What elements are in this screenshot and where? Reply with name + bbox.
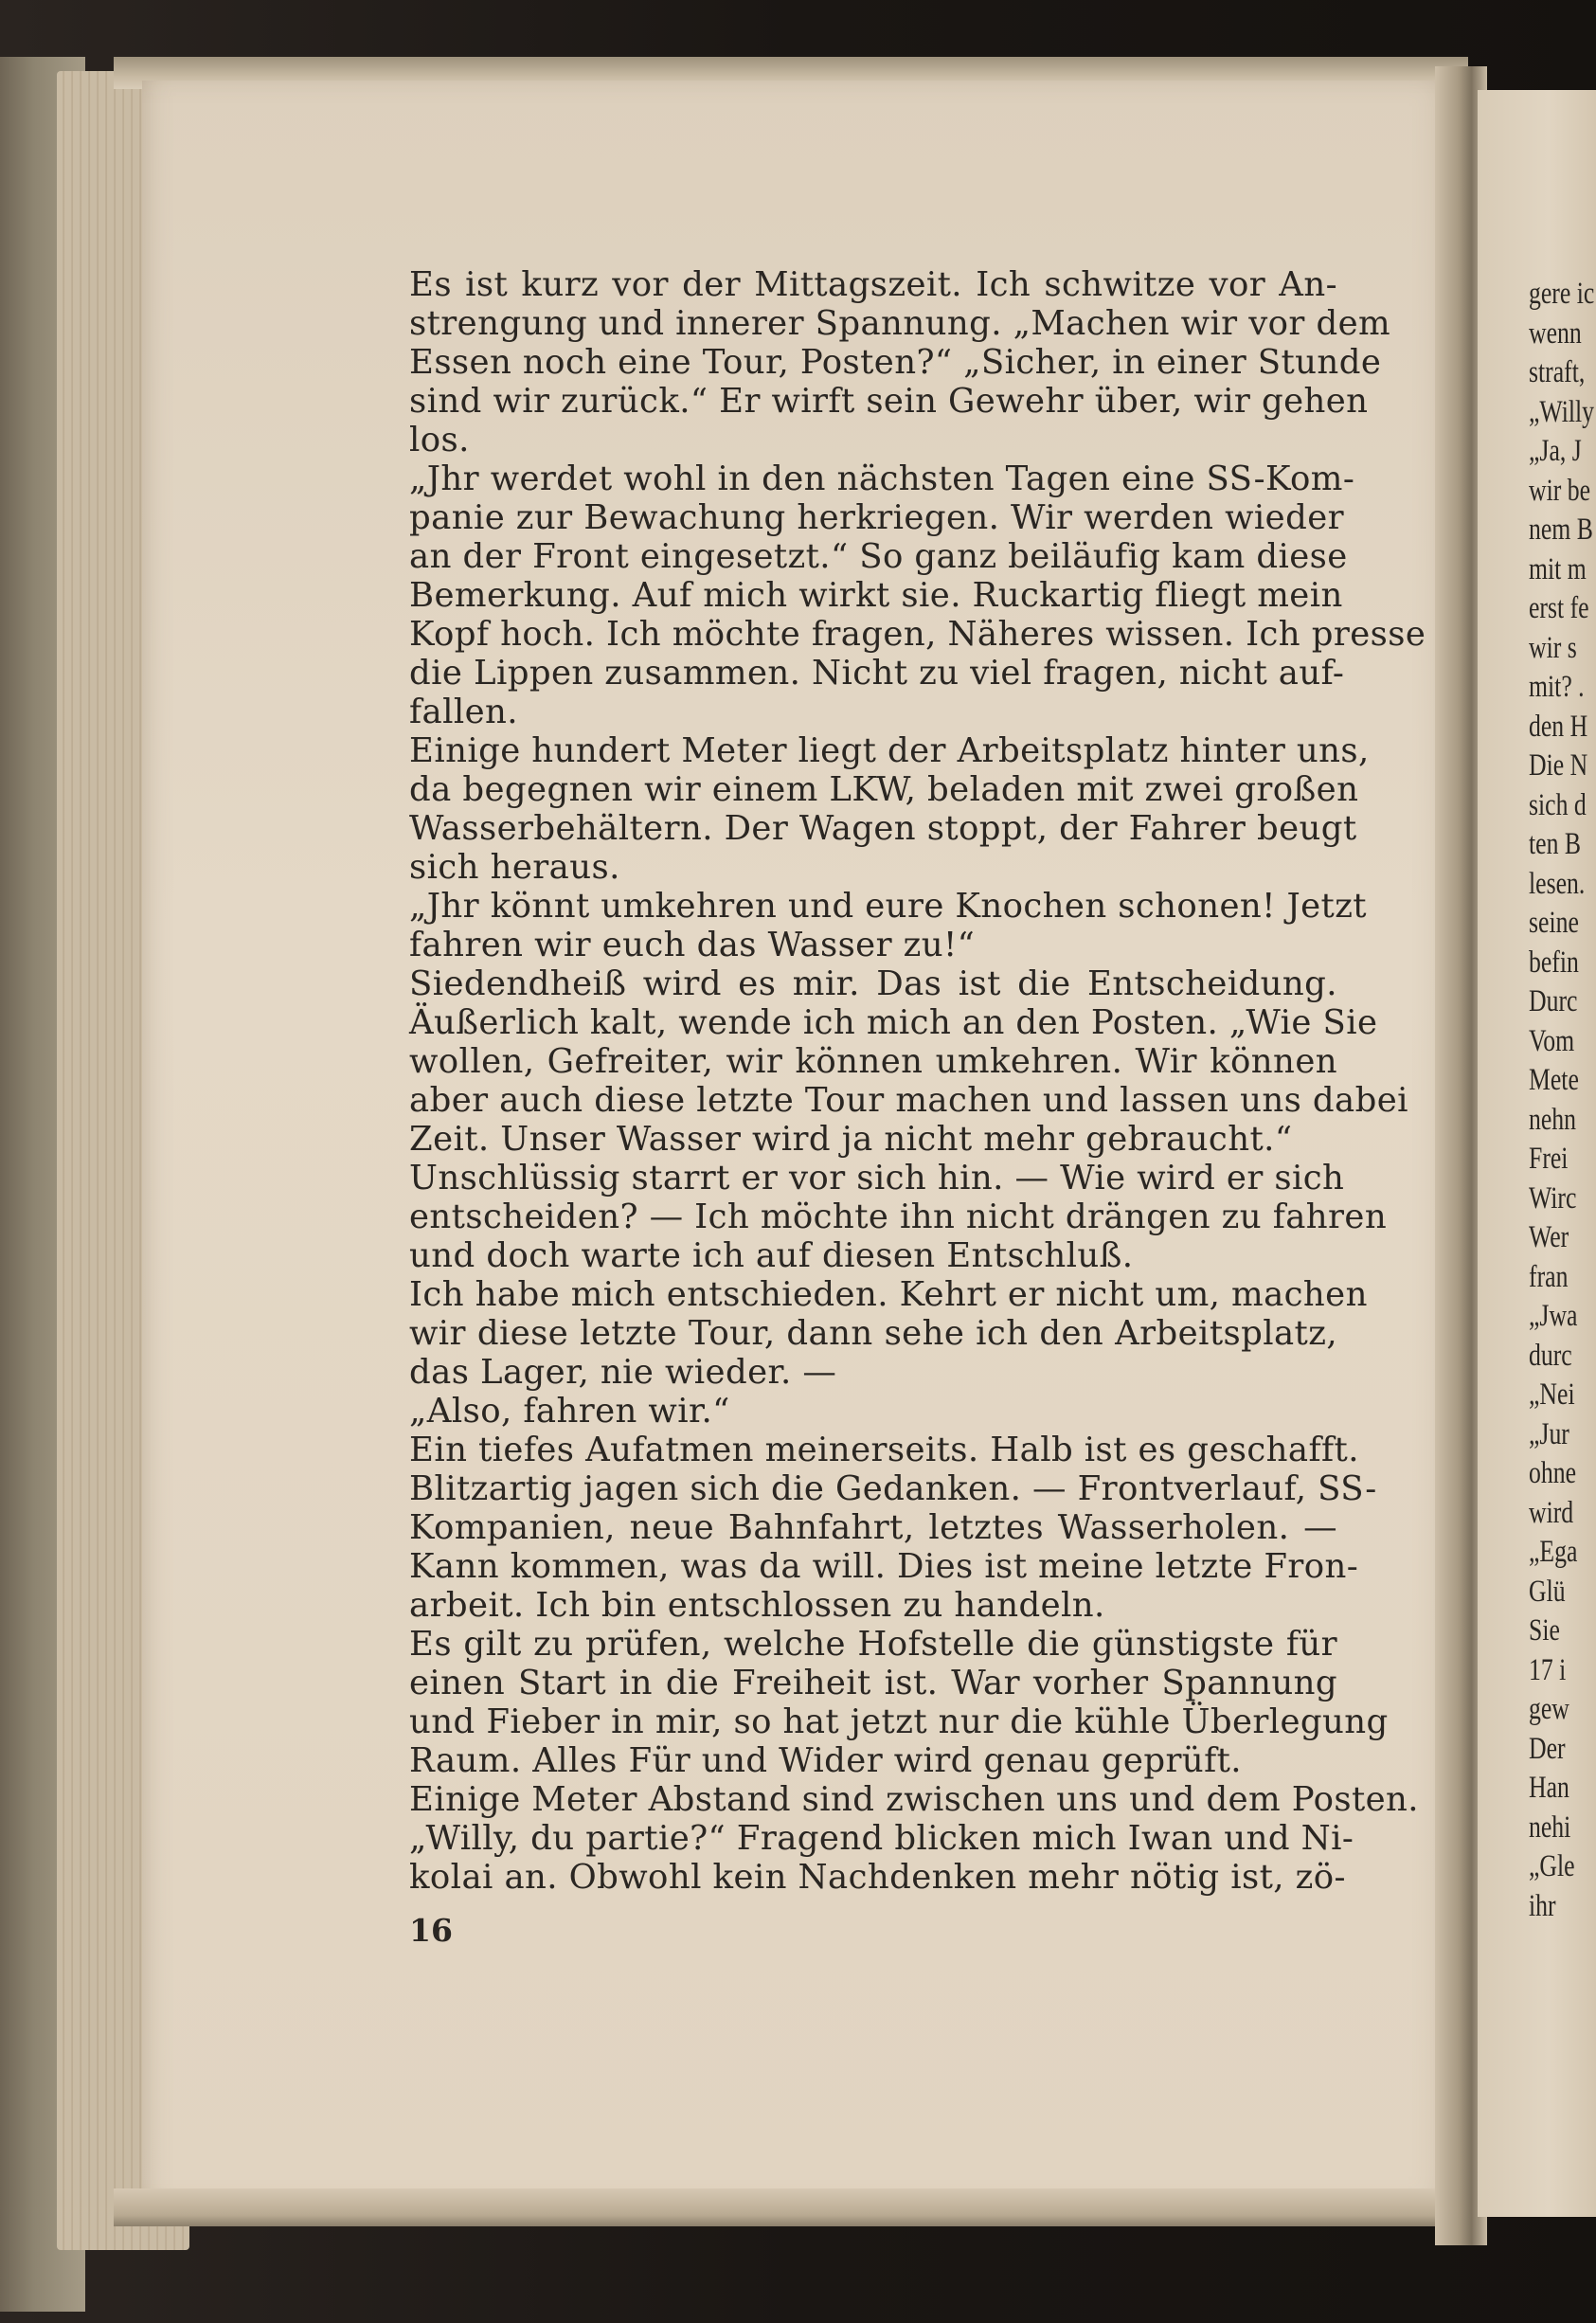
right-page-line-fragment: ten B — [1529, 827, 1582, 861]
right-page-line-fragment: nehn — [1529, 1102, 1577, 1137]
right-page-line-fragment: sich d — [1529, 787, 1587, 822]
right-page-text-fragments — [1529, 275, 1596, 1926]
text-line: an der Front eingesetzt.“ So ganz beiläufig kam diese — [409, 537, 1348, 576]
page-number: 16 — [409, 1912, 453, 1949]
right-page-line-fragment: lesen. — [1529, 866, 1586, 901]
text-line: los. — [409, 421, 470, 459]
right-page-line-fragment: „Jur — [1529, 1416, 1569, 1451]
text-line: Wasserbehältern. Der Wagen stoppt, der Fahrer beugt — [409, 809, 1357, 848]
right-page-line-fragment: Sie — [1529, 1613, 1560, 1648]
text-line: und Fieber in mir, so hat jetzt nur die kühle Überlegung — [409, 1702, 1389, 1741]
text-line: Ich habe mich entschieden. Kehrt er nicht um, machen — [409, 1275, 1368, 1314]
right-page-line-fragment: fran — [1529, 1259, 1569, 1294]
text-line: „Jhr werdet wohl in den nächsten Tagen eine SS-Kom- — [409, 459, 1355, 498]
text-line: „Willy, du partie?“ Fragend blicken mich Iwan und Ni- — [409, 1819, 1354, 1858]
right-page-line-fragment: Der — [1529, 1731, 1566, 1766]
right-page-line-fragment: gew — [1529, 1692, 1569, 1726]
right-page-line-fragment: wenn — [1529, 315, 1582, 351]
text-line: Äußerlich kalt, wende ich mich an den Posten. „Wie Sie — [409, 1003, 1378, 1042]
right-page-line-fragment: ihr — [1529, 1888, 1556, 1923]
text-line: wollen, Gefreiter, wir können umkehren. Wir können — [409, 1042, 1337, 1081]
bottom-page-edge — [114, 2188, 1468, 2226]
right-page-line-fragment: mit m — [1529, 551, 1587, 586]
right-page-line-fragment: Die N — [1529, 748, 1588, 783]
text-line: einen Start in die Freiheit ist. War vorher Spannung — [409, 1664, 1337, 1702]
text-line: sich heraus. — [409, 848, 620, 887]
text-line: arbeit. Ich bin entschlossen zu handeln. — [409, 1586, 1105, 1625]
text-line: Ein tiefes Aufatmen meinerseits. Halb ist es geschafft. — [409, 1431, 1359, 1469]
text-line: fahren wir euch das Wasser zu!“ — [409, 926, 976, 964]
right-page-line-fragment: wird — [1529, 1495, 1574, 1530]
text-line: die Lippen zusammen. Nicht zu viel fragen, nicht auf- — [409, 654, 1345, 693]
text-line: sind wir zurück.“ Er wirft sein Gewehr über, wir gehen — [409, 382, 1369, 421]
right-page-line-fragment: nem B — [1529, 513, 1593, 547]
right-page-line-fragment: mit? . — [1529, 670, 1585, 704]
text-line: Raum. Alles Für und Wider wird genau geprüft. — [409, 1741, 1242, 1780]
right-page-line-fragment: „Ega — [1529, 1535, 1578, 1569]
right-page-line-fragment: gere ic — [1529, 277, 1595, 311]
text-line: entscheiden? — Ich möchte ihn nicht drängen zu fahren — [409, 1198, 1388, 1236]
text-line: und doch warte ich auf diesen Entschluß. — [409, 1236, 1134, 1275]
right-page-line-fragment: „Nei — [1529, 1378, 1575, 1412]
right-page-line-fragment: den H — [1529, 709, 1588, 744]
right-page-line-fragment: Han — [1529, 1771, 1569, 1805]
text-line: wir diese letzte Tour, dann sehe ich den Arbeitsplatz, — [409, 1314, 1337, 1353]
text-line: fallen. — [409, 693, 518, 731]
right-page-line-fragment: „Gle — [1529, 1849, 1575, 1883]
text-line: Siedendheiß wird es mir. Das ist die Entscheidung. — [409, 964, 1337, 1003]
text-line: Es gilt zu prüfen, welche Hofstelle die günstigste für — [409, 1625, 1337, 1664]
right-page-line-fragment: erst fe — [1529, 591, 1589, 625]
right-page-line-fragment: ohne — [1529, 1456, 1577, 1490]
right-page-line-fragment: Wirc — [1529, 1180, 1577, 1216]
right-page-line-fragment: Durc — [1529, 984, 1578, 1018]
right-page-line-fragment: „Jwa — [1529, 1299, 1578, 1333]
text-line: Kompanien, neue Bahnfahrt, letztes Wasserholen. — — [409, 1508, 1337, 1547]
text-line: strengung und innerer Spannung. „Machen wir vor dem — [409, 304, 1391, 343]
right-page-line-fragment: Vom — [1529, 1023, 1575, 1058]
text-line: „Also, fahren wir.“ — [409, 1392, 730, 1431]
right-page-line-fragment: wir be — [1529, 473, 1591, 508]
right-page-line-fragment: nehi — [1529, 1810, 1571, 1845]
right-page-line-fragment: 17 i — [1529, 1652, 1567, 1687]
text-line: Kann kommen, was da will. Dies ist meine letzte Fron- — [409, 1547, 1359, 1586]
text-line: Essen noch eine Tour, Posten?“ „Sicher, in einer Stunde — [409, 343, 1382, 382]
right-page-line-fragment: Frei — [1529, 1142, 1569, 1176]
text-line: „Jhr könnt umkehren und eure Knochen schonen! Jetzt — [409, 887, 1367, 926]
text-line: Es ist kurz vor der Mittagszeit. Ich schwitze vor An- — [409, 265, 1337, 304]
text-line: das Lager, nie wieder. — — [409, 1353, 837, 1392]
text-line: Einige hundert Meter liegt der Arbeitsplatz hinter uns, — [409, 731, 1370, 770]
text-line: Unschlüssig starrt er vor sich hin. — Wie wird er sich — [409, 1159, 1345, 1198]
right-page-line-fragment: „Ja, J — [1529, 434, 1582, 468]
text-line: panie zur Bewachung herkriegen. Wir werden wieder — [409, 498, 1344, 537]
right-page-line-fragment: Glü — [1529, 1574, 1566, 1609]
text-line: Bemerkung. Auf mich wirkt sie. Ruckartig fliegt mein — [409, 576, 1343, 615]
left-page-text — [409, 265, 1426, 1897]
text-line: da begegnen wir einem LKW, beladen mit zwei großen — [409, 770, 1359, 809]
right-page-line-fragment: durc — [1529, 1338, 1572, 1373]
text-line: Einige Meter Abstand sind zwischen uns und dem Posten. — [409, 1780, 1419, 1819]
text-line: Kopf hoch. Ich möchte fragen, Näheres wissen. Ich presse — [409, 615, 1426, 654]
right-page-line-fragment: wir s — [1529, 630, 1577, 665]
right-page-line-fragment: Wer — [1529, 1220, 1569, 1254]
text-line: kolai an. Obwohl kein Nachdenken mehr nötig ist, zö- — [409, 1858, 1346, 1897]
text-line: aber auch diese letzte Tour machen und lassen uns dabei — [409, 1081, 1408, 1120]
text-line: Blitzartig jagen sich die Gedanken. — Frontverlauf, SS- — [409, 1469, 1377, 1508]
text-line: Zeit. Unser Wasser wird ja nicht mehr gebraucht.“ — [409, 1120, 1293, 1159]
right-page-line-fragment: seine — [1529, 906, 1579, 940]
right-page-line-fragment: befin — [1529, 945, 1579, 980]
right-page-line-fragment: „Willy — [1529, 394, 1595, 429]
right-page-line-fragment: straft, — [1529, 355, 1586, 389]
right-page-line-fragment: Mete — [1529, 1063, 1579, 1097]
